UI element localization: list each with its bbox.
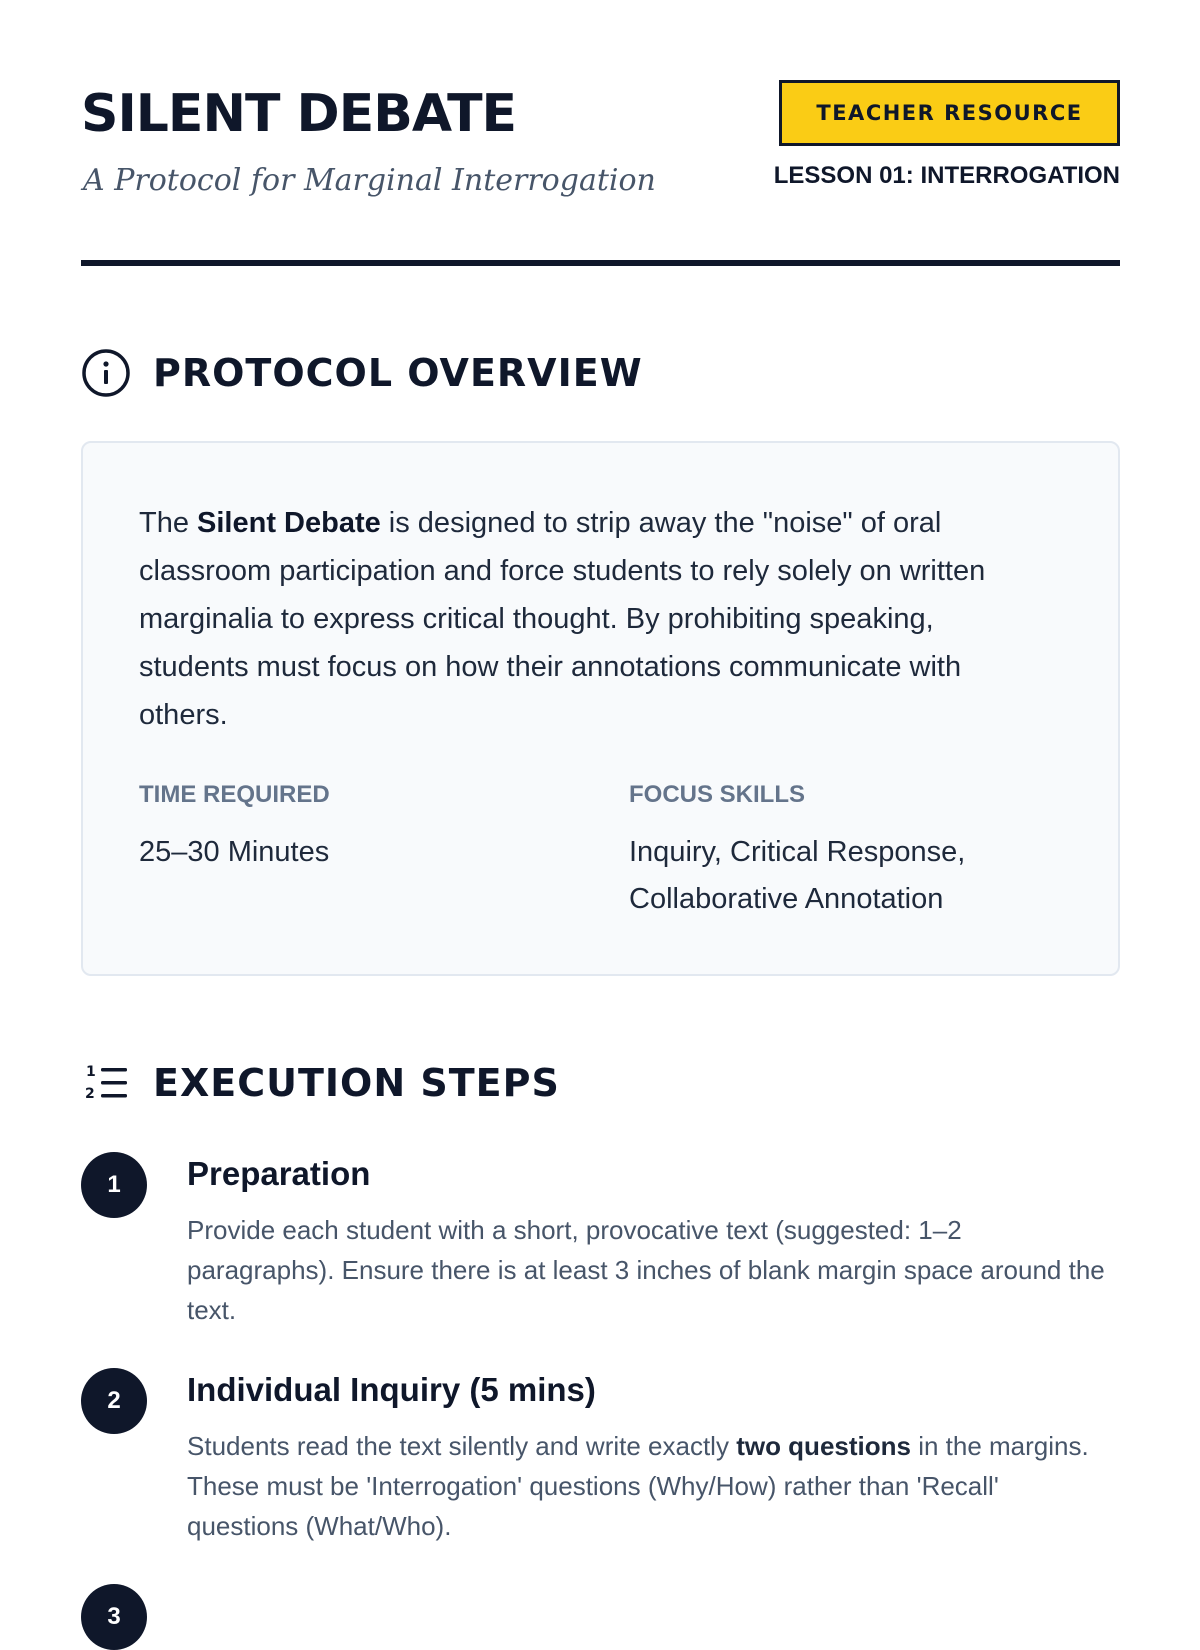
overview-title: PROTOCOL OVERVIEW xyxy=(153,351,643,395)
page-subtitle: A Protocol for Marginal Interrogation xyxy=(83,163,656,198)
svg-text:2: 2 xyxy=(85,1086,95,1102)
time-value: 25–30 Minutes xyxy=(139,836,330,868)
steps-heading xyxy=(81,1058,560,1108)
desc-text: The xyxy=(139,507,198,539)
desc-bold: Silent Debate xyxy=(197,507,381,539)
time-label: TIME REQUIRED xyxy=(139,781,330,808)
steps-list xyxy=(81,1152,1120,1630)
step-title: Individual Inquiry (5 mins) xyxy=(187,1371,596,1408)
page-title: SILENT DEBATE xyxy=(81,84,517,144)
step-text-part: Students read the text silently and write exactly xyxy=(187,1431,737,1461)
header xyxy=(81,0,1120,268)
overview-description xyxy=(139,499,1039,739)
info-circle-icon xyxy=(81,348,131,398)
step-text xyxy=(187,1210,1107,1330)
step-title: Preparation xyxy=(187,1155,371,1192)
page xyxy=(81,0,1120,1630)
step-number: 2 xyxy=(81,1368,147,1434)
step-text-part: in the margins. These must be 'Interrogation' questions (Why/How) rather than 'Recall' questions (What/Who). xyxy=(187,1431,1089,1541)
step-text-bold: two questions xyxy=(736,1431,911,1461)
desc-text-rest: is designed to strip away the "noise" of oral classroom participation and force students to rely solely on written marginalia to express critical thought. By prohibiting speaking, students must focus on how their annotations communicate with others. xyxy=(139,507,986,731)
skills-label: FOCUS SKILLS xyxy=(629,781,806,808)
header-divider xyxy=(81,260,1120,266)
svg-text:1: 1 xyxy=(86,1064,96,1080)
step-item xyxy=(81,1152,1120,1330)
numbered-list-icon xyxy=(81,1058,131,1108)
step-text xyxy=(187,1426,1107,1546)
step-title xyxy=(187,1584,1120,1586)
overview-card xyxy=(81,441,1120,976)
skills-value: Inquiry, Critical Response, Collaborative Annotation xyxy=(629,836,966,915)
step-number: 3 xyxy=(81,1584,147,1650)
teacher-resource-badge: TEACHER RESOURCE xyxy=(779,80,1120,146)
lesson-label: LESSON 01: INTERROGATION xyxy=(773,162,1120,189)
step-text-part: Provide each student with a short, provocative text (suggested: 1–2 paragraphs). Ensure there is at least 3 inches of blank margin space around the text. xyxy=(187,1215,1105,1325)
steps-title: EXECUTION STEPS xyxy=(153,1061,560,1105)
overview-heading xyxy=(81,348,643,398)
step-number: 1 xyxy=(81,1152,147,1218)
step-item xyxy=(81,1584,1120,1630)
step-item xyxy=(81,1368,1120,1546)
